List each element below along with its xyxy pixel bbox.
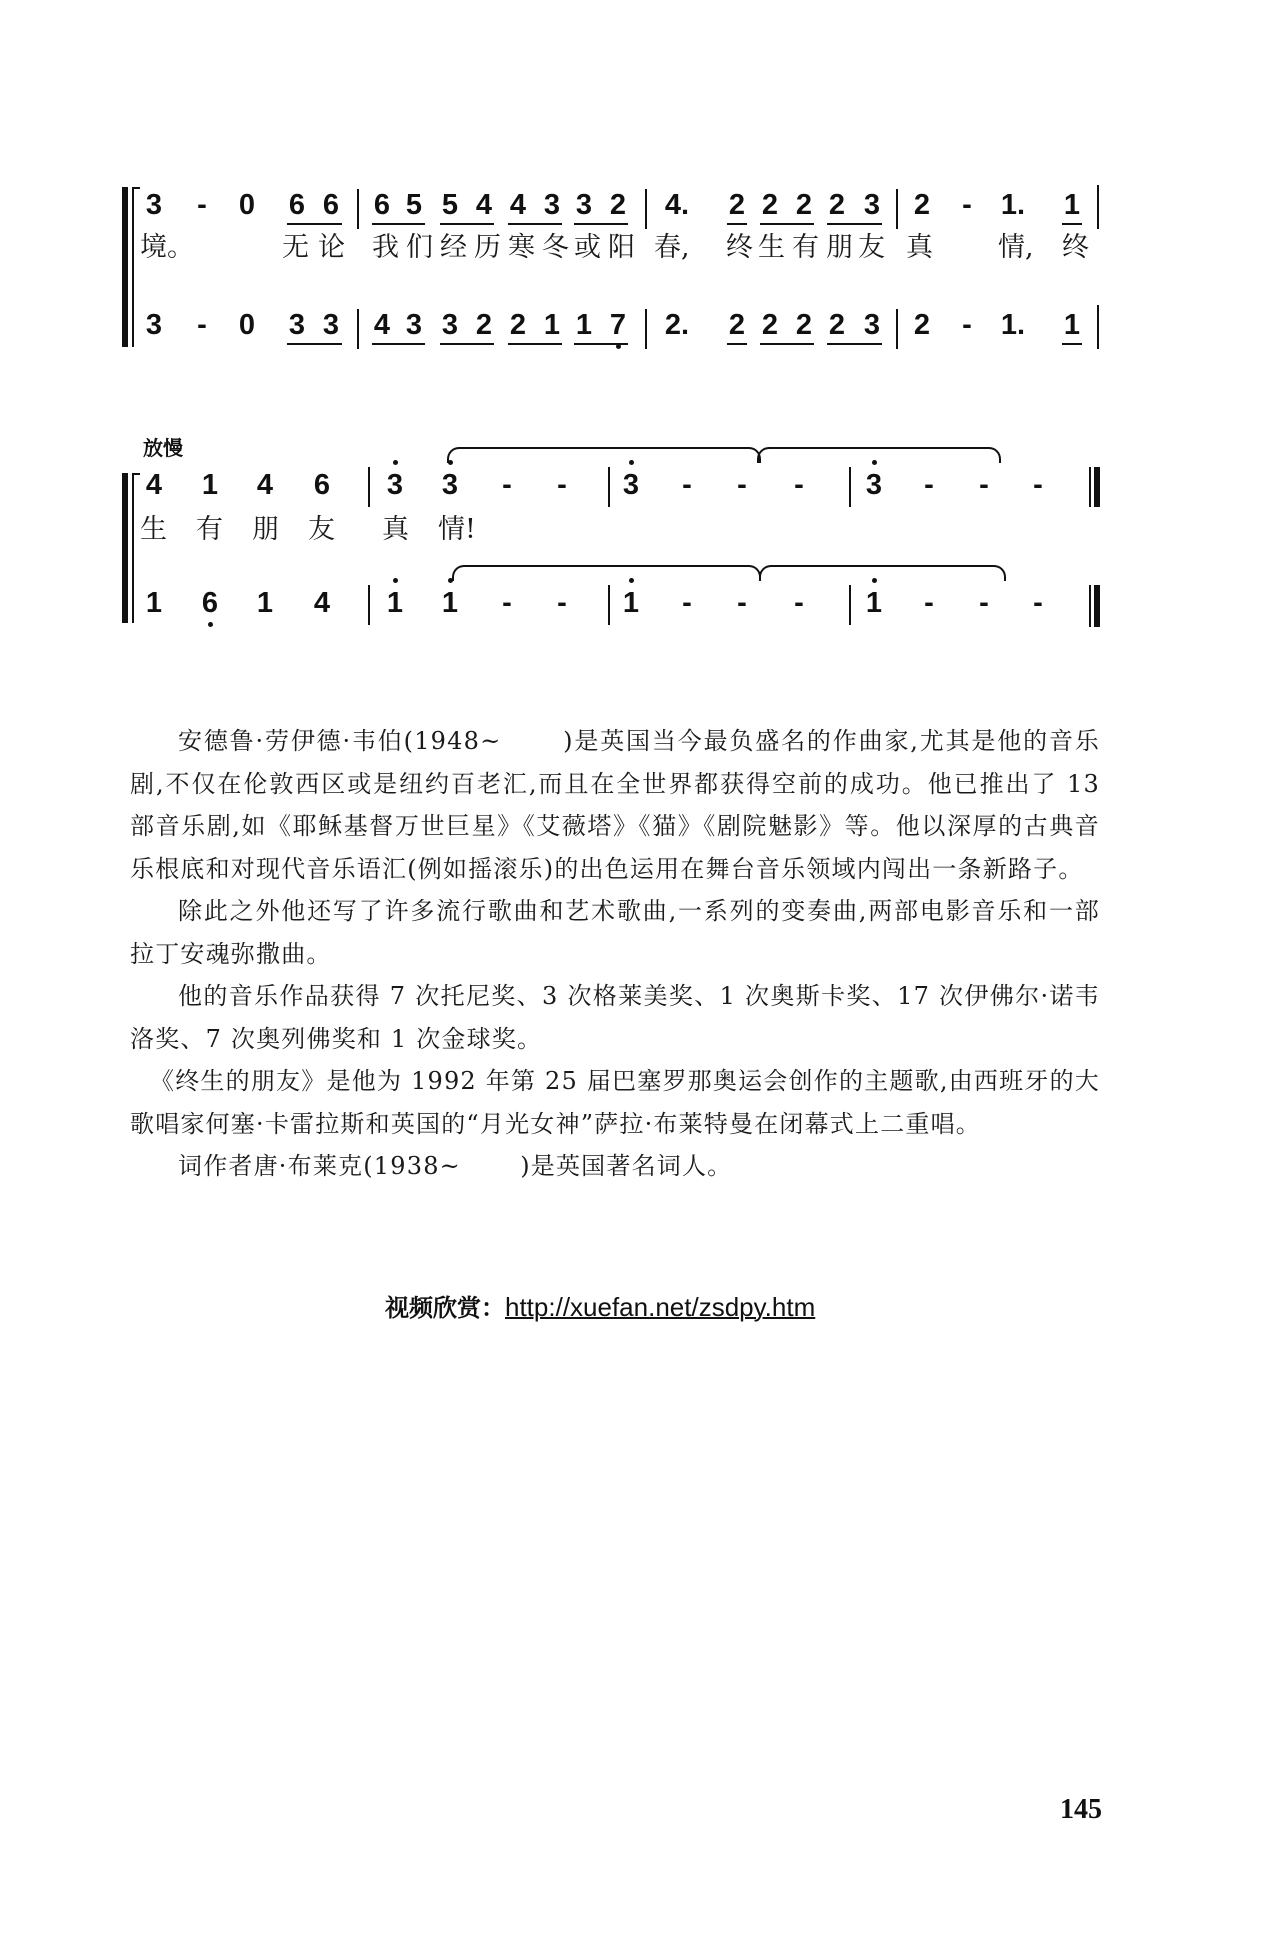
- tempo-marking: 放慢: [143, 436, 183, 460]
- dash: -: [1033, 587, 1043, 619]
- note: 1: [575, 309, 593, 341]
- note: 2: [828, 309, 846, 341]
- harmony-staff: [122, 585, 1112, 625]
- tie: [452, 565, 761, 581]
- note: 2: [761, 189, 779, 221]
- dash: -: [682, 469, 692, 501]
- note: 2.: [664, 309, 690, 341]
- paragraph-song-origin: 《终生的朋友》是他为 1992 年第 25 届巴塞罗那奥运会创作的主题歌,由西班牙的大歌唱家何塞·卡雷拉斯和英国的“月光女神”萨拉·布莱特曼在闭幕式上二重唱。: [130, 1067, 1100, 1138]
- lyrics-line: 生 有 朋 友 真 情!: [140, 514, 476, 545]
- barline: [849, 467, 851, 507]
- dash: -: [737, 587, 747, 619]
- barline: [357, 189, 359, 229]
- note-high-octave: 1: [386, 587, 404, 619]
- barline: [357, 309, 359, 349]
- video-url-link[interactable]: http://xuefan.net/zsdpy.htm: [505, 1292, 816, 1322]
- note: 4: [373, 309, 391, 341]
- paragraph-other-works: 除此之外他还写了许多流行歌曲和艺术歌曲,一系列的变奏曲,两部电影音乐和一部拉丁安魂弥撒曲。: [130, 897, 1100, 968]
- note: 2: [728, 309, 746, 341]
- note: 1: [145, 587, 163, 619]
- note: 3: [863, 309, 881, 341]
- note: 5: [441, 189, 459, 221]
- note-low-octave: 6: [201, 587, 219, 619]
- barline: [896, 189, 898, 229]
- note: 3: [405, 309, 423, 341]
- note: 4: [145, 469, 163, 501]
- note: 2: [609, 189, 627, 221]
- dash: -: [794, 469, 804, 501]
- barline: [849, 585, 851, 625]
- note: 2: [761, 309, 779, 341]
- dash: -: [197, 189, 207, 221]
- note: 4.: [664, 189, 690, 221]
- barline: [896, 309, 898, 349]
- note: 1: [201, 469, 219, 501]
- note: 2: [913, 189, 931, 221]
- tie: [757, 447, 1001, 463]
- note-high-octave: 3: [386, 469, 404, 501]
- note: 3: [145, 189, 163, 221]
- dash: -: [557, 587, 567, 619]
- note-high-octave: 3: [622, 469, 640, 501]
- dash: -: [979, 587, 989, 619]
- barline: [645, 189, 647, 229]
- barline: [608, 585, 610, 625]
- barline: [368, 585, 370, 625]
- paragraph-lyricist: 词作者唐·布莱克(1938~ )是英国著名词人。: [178, 1152, 733, 1180]
- melody-staff: [122, 467, 1112, 507]
- barline: [1097, 305, 1099, 349]
- note-high-octave: 3: [865, 469, 883, 501]
- note: 1: [1063, 189, 1081, 221]
- note: 3: [441, 309, 459, 341]
- note: 5: [405, 189, 423, 221]
- paragraph-awards: 他的音乐作品获得 7 次托尼奖、3 次格莱美奖、1 次奥斯卡奖、17 次伊佛尔·诺韦洛奖、7 次奥列佛奖和 1 次金球奖。: [130, 982, 1100, 1053]
- dash: -: [794, 587, 804, 619]
- note: 3: [543, 189, 561, 221]
- barline: [368, 467, 370, 507]
- note-high-octave: 3: [441, 469, 459, 501]
- dash: -: [924, 587, 934, 619]
- note: 2: [509, 309, 527, 341]
- dash: -: [979, 469, 989, 501]
- tie: [759, 565, 1006, 581]
- score-system-1: [122, 175, 1112, 355]
- note: 1.: [1000, 309, 1026, 341]
- barline: [608, 467, 610, 507]
- note: 3: [322, 309, 340, 341]
- dash: -: [502, 469, 512, 501]
- note-high-octave: 1: [622, 587, 640, 619]
- note: 4: [313, 587, 331, 619]
- note-low-octave: 7: [609, 309, 627, 341]
- note: 4: [509, 189, 527, 221]
- note: 1: [256, 587, 274, 619]
- note-high-octave: 1: [865, 587, 883, 619]
- note: 1: [1063, 309, 1081, 341]
- note: 2: [728, 189, 746, 221]
- note: 4: [256, 469, 274, 501]
- note: 3: [863, 189, 881, 221]
- tie: [447, 447, 761, 463]
- note-high-octave: 1: [441, 587, 459, 619]
- dash: -: [962, 189, 972, 221]
- barline: [1097, 185, 1099, 229]
- note: 3: [145, 309, 163, 341]
- note: 0: [238, 189, 256, 221]
- final-barline-thick: [1094, 467, 1100, 507]
- video-link-line: [385, 1288, 815, 1323]
- note: 2: [475, 309, 493, 341]
- dash: -: [197, 309, 207, 341]
- paragraph-biography: 安德鲁·劳伊德·韦伯(1948~ )是英国当今最负盛名的作曲家,尤其是他的音乐剧,不仅在伦敦西区或是纽约百老汇,而且在全世界都获得空前的成功。他已推出了 13 部音乐剧,如《耶稣基督万世巨星》《艾薇塔》《猫》《剧院魅影》等。他以深厚的古典音乐根底和对现代音乐语汇(例如摇滚乐)的出色运用在舞台音乐领域内闯出一条新路子。: [130, 727, 1100, 883]
- melody-staff: [122, 187, 1112, 227]
- note: 6: [373, 189, 391, 221]
- final-barline: [1089, 585, 1091, 627]
- harmony-staff: [122, 307, 1112, 347]
- final-barline-thick: [1094, 585, 1100, 627]
- note: 6: [288, 189, 306, 221]
- lyrics-line: 境。 无 论 我 们 经 历 寒 冬 或 阳 春, 终 生 有 朋 友 真 情, 终: [140, 232, 1089, 263]
- video-label: 视频欣赏：: [385, 1294, 505, 1322]
- page-number: 145: [1060, 1794, 1102, 1825]
- dash: -: [502, 587, 512, 619]
- dash: -: [682, 587, 692, 619]
- dash: -: [962, 309, 972, 341]
- score-system-2: [122, 465, 1112, 645]
- article-body: [130, 720, 1100, 1188]
- note: 6: [322, 189, 340, 221]
- dash: -: [557, 469, 567, 501]
- note: 1: [543, 309, 561, 341]
- note: 3: [288, 309, 306, 341]
- note: 2: [795, 309, 813, 341]
- note: 2: [913, 309, 931, 341]
- dash: -: [1033, 469, 1043, 501]
- dash: -: [924, 469, 934, 501]
- note: 6: [313, 469, 331, 501]
- note: 1.: [1000, 189, 1026, 221]
- dash: -: [737, 469, 747, 501]
- barline: [645, 309, 647, 349]
- note: 2: [795, 189, 813, 221]
- note: 4: [475, 189, 493, 221]
- note: 2: [828, 189, 846, 221]
- note: 3: [575, 189, 593, 221]
- note: 0: [238, 309, 256, 341]
- final-barline: [1089, 467, 1091, 507]
